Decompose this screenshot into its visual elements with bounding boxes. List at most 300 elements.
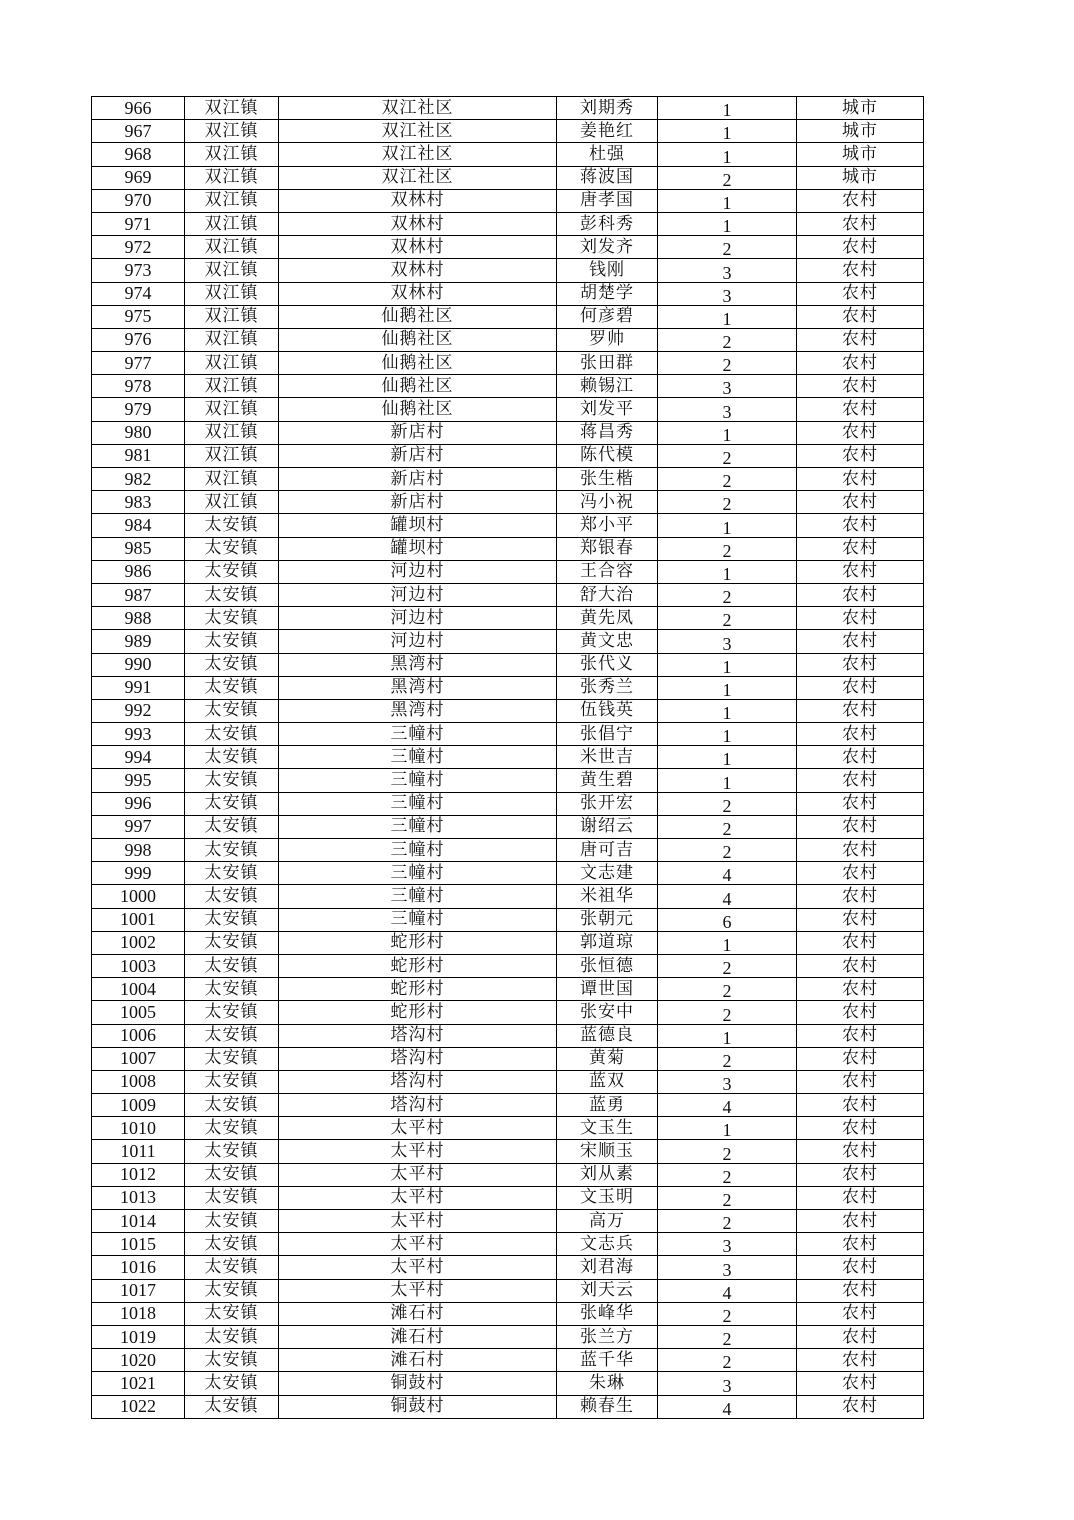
cell-town: 双江镇 <box>185 468 279 491</box>
cell-type: 农村 <box>797 444 924 467</box>
cell-count: 2 <box>658 1302 797 1325</box>
cell-village: 双林村 <box>279 212 557 235</box>
table-row <box>92 1163 924 1186</box>
table-row <box>92 699 924 722</box>
cell-town: 太安镇 <box>185 653 279 676</box>
cell-village: 太平村 <box>279 1117 557 1140</box>
cell-name: 杜强 <box>557 143 658 166</box>
cell-town: 太安镇 <box>185 1001 279 1024</box>
cell-number: 991 <box>92 676 185 699</box>
cell-name: 蒋昌秀 <box>557 421 658 444</box>
cell-count: 2 <box>658 607 797 630</box>
cell-name: 罗帅 <box>557 328 658 351</box>
table-row <box>92 931 924 954</box>
cell-type: 农村 <box>797 885 924 908</box>
cell-count: 2 <box>658 328 797 351</box>
cell-town: 太安镇 <box>185 885 279 908</box>
cell-number: 986 <box>92 560 185 583</box>
cell-town: 双江镇 <box>185 282 279 305</box>
cell-name: 陈代模 <box>557 444 658 467</box>
cell-number: 970 <box>92 189 185 212</box>
cell-town: 双江镇 <box>185 212 279 235</box>
cell-town: 太安镇 <box>185 1233 279 1256</box>
cell-type: 城市 <box>797 120 924 143</box>
cell-type: 农村 <box>797 1256 924 1279</box>
table-body <box>92 97 924 1419</box>
cell-village: 双江社区 <box>279 143 557 166</box>
table-row <box>92 468 924 491</box>
cell-type: 农村 <box>797 328 924 351</box>
cell-type: 农村 <box>797 421 924 444</box>
cell-village: 三幢村 <box>279 862 557 885</box>
cell-count: 1 <box>658 143 797 166</box>
cell-number: 999 <box>92 862 185 885</box>
cell-name: 米世吉 <box>557 746 658 769</box>
cell-town: 太安镇 <box>185 537 279 560</box>
cell-number: 1015 <box>92 1233 185 1256</box>
table-row <box>92 1256 924 1279</box>
cell-type: 农村 <box>797 1140 924 1163</box>
cell-type: 农村 <box>797 699 924 722</box>
cell-number: 990 <box>92 653 185 676</box>
cell-name: 刘天云 <box>557 1279 658 1302</box>
cell-town: 双江镇 <box>185 120 279 143</box>
cell-type: 农村 <box>797 236 924 259</box>
cell-village: 河边村 <box>279 630 557 653</box>
table-row <box>92 607 924 630</box>
cell-name: 胡楚学 <box>557 282 658 305</box>
cell-number: 1000 <box>92 885 185 908</box>
cell-village: 三幢村 <box>279 908 557 931</box>
cell-number: 1009 <box>92 1094 185 1117</box>
cell-village: 黑湾村 <box>279 653 557 676</box>
cell-count: 2 <box>658 839 797 862</box>
cell-village: 滩石村 <box>279 1349 557 1372</box>
cell-town: 双江镇 <box>185 444 279 467</box>
table-row <box>92 97 924 120</box>
table-row <box>92 746 924 769</box>
cell-name: 张安中 <box>557 1001 658 1024</box>
cell-village: 新店村 <box>279 421 557 444</box>
cell-count: 2 <box>658 1349 797 1372</box>
cell-village: 滩石村 <box>279 1302 557 1325</box>
cell-count: 4 <box>658 862 797 885</box>
cell-village: 三幢村 <box>279 746 557 769</box>
table-row <box>92 908 924 931</box>
cell-type: 农村 <box>797 1349 924 1372</box>
cell-name: 冯小祝 <box>557 491 658 514</box>
table-row <box>92 1047 924 1070</box>
cell-town: 太安镇 <box>185 699 279 722</box>
table-row <box>92 398 924 421</box>
cell-count: 2 <box>658 1001 797 1024</box>
cell-village: 新店村 <box>279 468 557 491</box>
cell-type: 农村 <box>797 583 924 606</box>
cell-count: 2 <box>658 352 797 375</box>
cell-number: 993 <box>92 723 185 746</box>
cell-name: 张生楷 <box>557 468 658 491</box>
cell-type: 城市 <box>797 166 924 189</box>
cell-village: 太平村 <box>279 1256 557 1279</box>
table-row <box>92 1186 924 1209</box>
cell-name: 张朝元 <box>557 908 658 931</box>
cell-type: 农村 <box>797 1325 924 1348</box>
cell-type: 农村 <box>797 676 924 699</box>
cell-village: 仙鹅社区 <box>279 375 557 398</box>
cell-count: 1 <box>658 305 797 328</box>
cell-count: 1 <box>658 769 797 792</box>
cell-number: 972 <box>92 236 185 259</box>
table-row <box>92 862 924 885</box>
cell-number: 992 <box>92 699 185 722</box>
table-row <box>92 1001 924 1024</box>
cell-name: 郭道琼 <box>557 931 658 954</box>
document-table-container <box>91 96 924 1419</box>
cell-name: 蓝千华 <box>557 1349 658 1372</box>
cell-name: 刘发齐 <box>557 236 658 259</box>
table-row <box>92 444 924 467</box>
table-row <box>92 120 924 143</box>
cell-count: 1 <box>658 931 797 954</box>
cell-number: 978 <box>92 375 185 398</box>
table-row <box>92 723 924 746</box>
cell-count: 4 <box>658 885 797 908</box>
cell-type: 农村 <box>797 514 924 537</box>
cell-town: 太安镇 <box>185 1325 279 1348</box>
cell-number: 981 <box>92 444 185 467</box>
cell-name: 蓝德良 <box>557 1024 658 1047</box>
cell-name: 黄先凤 <box>557 607 658 630</box>
table-row <box>92 978 924 1001</box>
cell-count: 3 <box>658 1372 797 1395</box>
cell-type: 城市 <box>797 143 924 166</box>
cell-village: 太平村 <box>279 1233 557 1256</box>
cell-village: 河边村 <box>279 607 557 630</box>
cell-name: 蒋波国 <box>557 166 658 189</box>
cell-village: 塔沟村 <box>279 1047 557 1070</box>
cell-count: 2 <box>658 954 797 977</box>
cell-count: 2 <box>658 1186 797 1209</box>
cell-town: 太安镇 <box>185 630 279 653</box>
cell-type: 农村 <box>797 305 924 328</box>
cell-name: 郑银春 <box>557 537 658 560</box>
cell-town: 太安镇 <box>185 1117 279 1140</box>
table-row <box>92 1024 924 1047</box>
cell-number: 977 <box>92 352 185 375</box>
cell-count: 1 <box>658 421 797 444</box>
cell-type: 农村 <box>797 189 924 212</box>
table-row <box>92 839 924 862</box>
cell-village: 蛇形村 <box>279 1001 557 1024</box>
cell-type: 农村 <box>797 259 924 282</box>
table-row <box>92 375 924 398</box>
cell-number: 996 <box>92 792 185 815</box>
cell-name: 刘君海 <box>557 1256 658 1279</box>
cell-name: 黄菊 <box>557 1047 658 1070</box>
cell-village: 罐坝村 <box>279 537 557 560</box>
cell-count: 2 <box>658 583 797 606</box>
cell-count: 1 <box>658 653 797 676</box>
cell-number: 1008 <box>92 1070 185 1093</box>
cell-count: 3 <box>658 1256 797 1279</box>
cell-village: 河边村 <box>279 583 557 606</box>
cell-name: 蓝勇 <box>557 1094 658 1117</box>
cell-type: 农村 <box>797 931 924 954</box>
cell-number: 968 <box>92 143 185 166</box>
table-row <box>92 421 924 444</box>
cell-type: 农村 <box>797 1186 924 1209</box>
cell-count: 3 <box>658 1070 797 1093</box>
cell-name: 张秀兰 <box>557 676 658 699</box>
table-row <box>92 514 924 537</box>
cell-village: 双江社区 <box>279 120 557 143</box>
cell-number: 1022 <box>92 1395 185 1418</box>
cell-number: 1004 <box>92 978 185 1001</box>
cell-town: 太安镇 <box>185 1070 279 1093</box>
cell-village: 三幢村 <box>279 723 557 746</box>
cell-type: 农村 <box>797 212 924 235</box>
cell-count: 2 <box>658 792 797 815</box>
cell-village: 塔沟村 <box>279 1024 557 1047</box>
table-row <box>92 676 924 699</box>
cell-village: 三幢村 <box>279 885 557 908</box>
cell-type: 农村 <box>797 723 924 746</box>
cell-name: 张兰方 <box>557 1325 658 1348</box>
cell-village: 双林村 <box>279 259 557 282</box>
cell-number: 971 <box>92 212 185 235</box>
cell-number: 1005 <box>92 1001 185 1024</box>
cell-village: 黑湾村 <box>279 699 557 722</box>
cell-number: 1017 <box>92 1279 185 1302</box>
cell-village: 仙鹅社区 <box>279 352 557 375</box>
cell-type: 农村 <box>797 398 924 421</box>
cell-town: 太安镇 <box>185 1372 279 1395</box>
cell-type: 农村 <box>797 792 924 815</box>
cell-count: 1 <box>658 514 797 537</box>
table-row <box>92 282 924 305</box>
cell-count: 3 <box>658 1233 797 1256</box>
cell-village: 新店村 <box>279 444 557 467</box>
cell-count: 3 <box>658 282 797 305</box>
cell-number: 1019 <box>92 1325 185 1348</box>
cell-town: 太安镇 <box>185 746 279 769</box>
cell-type: 农村 <box>797 491 924 514</box>
table-row <box>92 1094 924 1117</box>
cell-town: 太安镇 <box>185 839 279 862</box>
cell-type: 农村 <box>797 1279 924 1302</box>
cell-town: 太安镇 <box>185 676 279 699</box>
table-row <box>92 815 924 838</box>
cell-type: 农村 <box>797 1001 924 1024</box>
cell-name: 唐可吉 <box>557 839 658 862</box>
table-row <box>92 1140 924 1163</box>
cell-type: 农村 <box>797 815 924 838</box>
cell-town: 太安镇 <box>185 1047 279 1070</box>
cell-town: 双江镇 <box>185 97 279 120</box>
cell-number: 1006 <box>92 1024 185 1047</box>
table-row <box>92 305 924 328</box>
table-row <box>92 143 924 166</box>
cell-village: 新店村 <box>279 491 557 514</box>
cell-type: 农村 <box>797 1117 924 1140</box>
cell-type: 农村 <box>797 653 924 676</box>
table-row <box>92 352 924 375</box>
cell-town: 双江镇 <box>185 421 279 444</box>
cell-name: 刘从素 <box>557 1163 658 1186</box>
cell-town: 太安镇 <box>185 862 279 885</box>
table-row <box>92 537 924 560</box>
cell-type: 农村 <box>797 1395 924 1418</box>
cell-number: 1018 <box>92 1302 185 1325</box>
table-row <box>92 259 924 282</box>
table-row <box>92 560 924 583</box>
table-row <box>92 1070 924 1093</box>
cell-number: 994 <box>92 746 185 769</box>
cell-type: 农村 <box>797 1070 924 1093</box>
cell-name: 郑小平 <box>557 514 658 537</box>
cell-number: 1021 <box>92 1372 185 1395</box>
cell-name: 张恒德 <box>557 954 658 977</box>
cell-name: 张开宏 <box>557 792 658 815</box>
table-row <box>92 491 924 514</box>
cell-number: 1011 <box>92 1140 185 1163</box>
cell-town: 太安镇 <box>185 514 279 537</box>
cell-type: 农村 <box>797 468 924 491</box>
cell-name: 宋顺玉 <box>557 1140 658 1163</box>
cell-number: 969 <box>92 166 185 189</box>
cell-name: 赖锡江 <box>557 375 658 398</box>
cell-number: 1013 <box>92 1186 185 1209</box>
cell-town: 太安镇 <box>185 1140 279 1163</box>
cell-number: 995 <box>92 769 185 792</box>
cell-name: 谢绍云 <box>557 815 658 838</box>
cell-name: 舒大治 <box>557 583 658 606</box>
cell-count: 2 <box>658 537 797 560</box>
cell-village: 蛇形村 <box>279 978 557 1001</box>
cell-count: 1 <box>658 723 797 746</box>
cell-town: 太安镇 <box>185 1024 279 1047</box>
cell-village: 仙鹅社区 <box>279 305 557 328</box>
table-row <box>92 885 924 908</box>
cell-count: 1 <box>658 676 797 699</box>
cell-town: 太安镇 <box>185 1349 279 1372</box>
cell-count: 2 <box>658 491 797 514</box>
cell-name: 朱琳 <box>557 1372 658 1395</box>
table-row <box>92 1325 924 1348</box>
cell-number: 1020 <box>92 1349 185 1372</box>
cell-town: 太安镇 <box>185 1302 279 1325</box>
cell-number: 1014 <box>92 1210 185 1233</box>
cell-count: 4 <box>658 1094 797 1117</box>
cell-number: 974 <box>92 282 185 305</box>
cell-number: 988 <box>92 607 185 630</box>
cell-town: 双江镇 <box>185 398 279 421</box>
cell-count: 3 <box>658 259 797 282</box>
cell-town: 太安镇 <box>185 1279 279 1302</box>
cell-count: 1 <box>658 212 797 235</box>
table-row <box>92 653 924 676</box>
table-row <box>92 630 924 653</box>
cell-count: 1 <box>658 1024 797 1047</box>
cell-village: 罐坝村 <box>279 514 557 537</box>
cell-name: 高万 <box>557 1210 658 1233</box>
cell-village: 蛇形村 <box>279 954 557 977</box>
cell-name: 王合容 <box>557 560 658 583</box>
cell-town: 太安镇 <box>185 560 279 583</box>
cell-count: 2 <box>658 468 797 491</box>
cell-number: 985 <box>92 537 185 560</box>
cell-village: 仙鹅社区 <box>279 328 557 351</box>
cell-count: 2 <box>658 978 797 1001</box>
cell-village: 双林村 <box>279 282 557 305</box>
cell-town: 双江镇 <box>185 305 279 328</box>
cell-village: 双林村 <box>279 236 557 259</box>
cell-village: 三幢村 <box>279 769 557 792</box>
cell-town: 太安镇 <box>185 1186 279 1209</box>
cell-village: 蛇形村 <box>279 931 557 954</box>
cell-type: 农村 <box>797 1302 924 1325</box>
cell-number: 1002 <box>92 931 185 954</box>
cell-town: 太安镇 <box>185 954 279 977</box>
cell-number: 975 <box>92 305 185 328</box>
cell-village: 铜鼓村 <box>279 1372 557 1395</box>
cell-number: 967 <box>92 120 185 143</box>
cell-number: 997 <box>92 815 185 838</box>
table-row <box>92 1279 924 1302</box>
cell-town: 太安镇 <box>185 1094 279 1117</box>
cell-name: 张倡宁 <box>557 723 658 746</box>
cell-village: 塔沟村 <box>279 1094 557 1117</box>
cell-name: 黄文忠 <box>557 630 658 653</box>
cell-type: 农村 <box>797 746 924 769</box>
cell-town: 太安镇 <box>185 1395 279 1418</box>
table-row <box>92 1349 924 1372</box>
cell-count: 1 <box>658 1117 797 1140</box>
cell-name: 文志建 <box>557 862 658 885</box>
cell-type: 农村 <box>797 607 924 630</box>
cell-number: 987 <box>92 583 185 606</box>
cell-count: 2 <box>658 1047 797 1070</box>
cell-number: 983 <box>92 491 185 514</box>
table-row <box>92 212 924 235</box>
cell-village: 三幢村 <box>279 839 557 862</box>
cell-number: 976 <box>92 328 185 351</box>
cell-count: 6 <box>658 908 797 931</box>
cell-name: 张代义 <box>557 653 658 676</box>
table-row <box>92 1210 924 1233</box>
cell-type: 农村 <box>797 537 924 560</box>
cell-number: 1010 <box>92 1117 185 1140</box>
table-row <box>92 583 924 606</box>
cell-count: 3 <box>658 630 797 653</box>
cell-count: 1 <box>658 560 797 583</box>
cell-number: 1012 <box>92 1163 185 1186</box>
table-row <box>92 1372 924 1395</box>
cell-name: 张田群 <box>557 352 658 375</box>
cell-count: 1 <box>658 120 797 143</box>
cell-town: 太安镇 <box>185 1163 279 1186</box>
cell-name: 钱刚 <box>557 259 658 282</box>
table-row <box>92 769 924 792</box>
cell-village: 仙鹅社区 <box>279 398 557 421</box>
cell-village: 太平村 <box>279 1140 557 1163</box>
cell-count: 1 <box>658 97 797 120</box>
cell-village: 双林村 <box>279 189 557 212</box>
cell-type: 农村 <box>797 352 924 375</box>
cell-count: 2 <box>658 444 797 467</box>
cell-town: 太安镇 <box>185 978 279 1001</box>
cell-name: 蓝双 <box>557 1070 658 1093</box>
